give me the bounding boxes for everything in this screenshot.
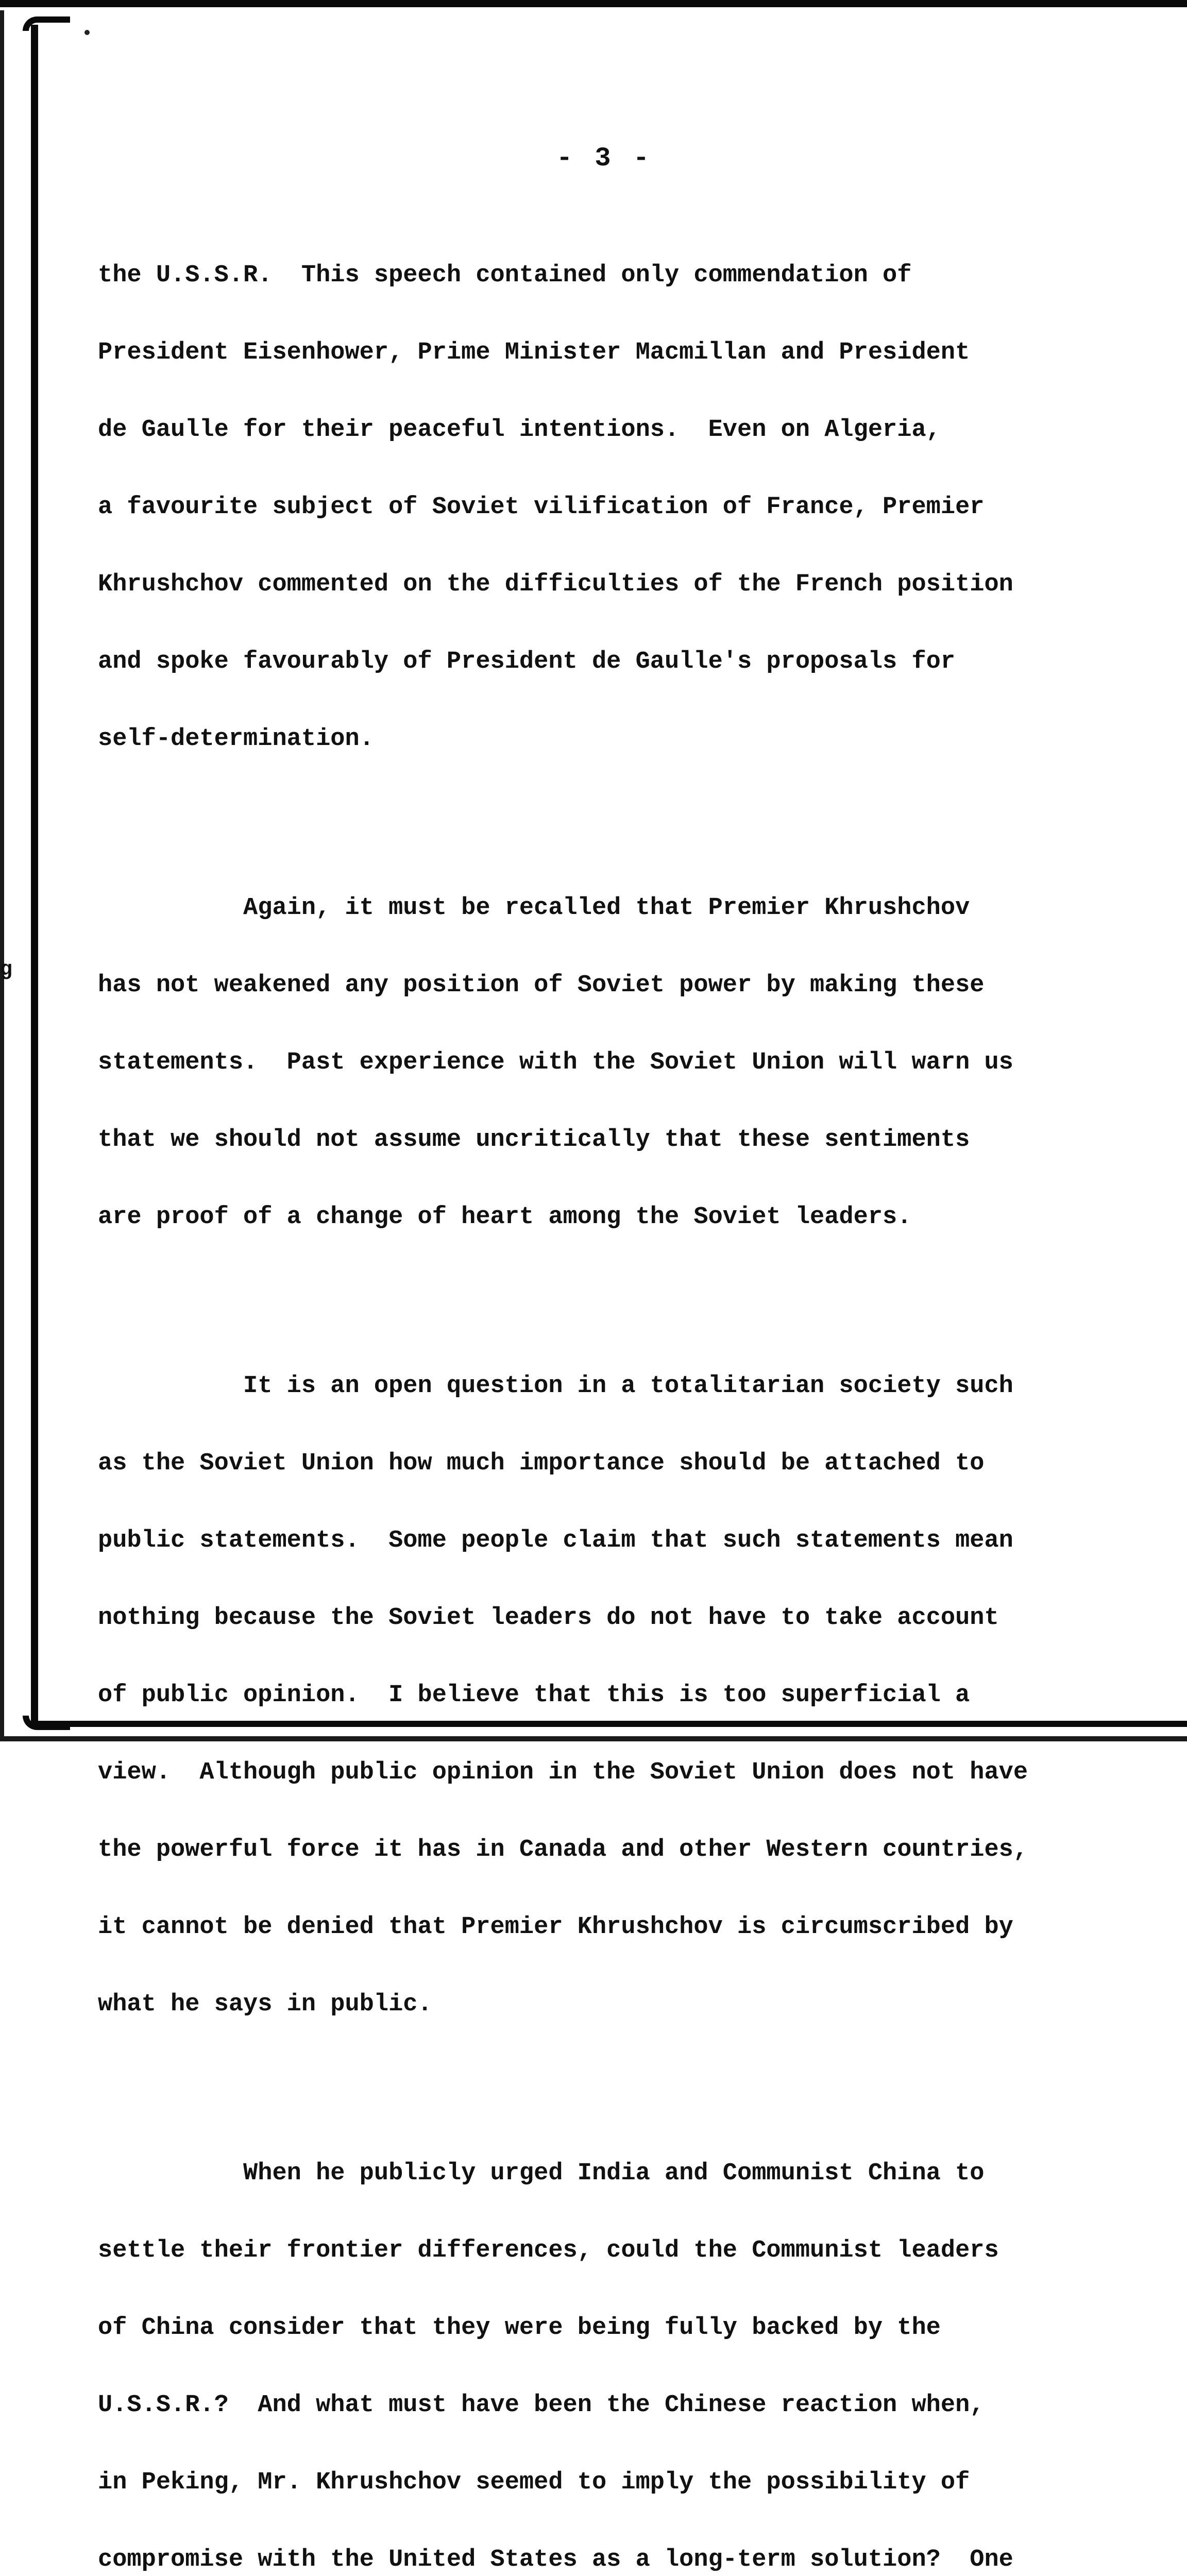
punch-dot (84, 30, 90, 35)
text-line: nothing because the Soviet leaders do not have to take account (98, 1604, 999, 1632)
text-line: When he publicly urged India and Communist China to (98, 2160, 985, 2187)
text-line: the U.S.S.R. This speech contained only commendation of (98, 262, 912, 289)
left-margin-rule (31, 25, 38, 1725)
text-line: Again, it must be recalled that Premier Khrushchov (98, 894, 970, 922)
text-line: self-determination. (98, 725, 374, 753)
text-line: of public opinion. I believe that this is too superficial a (98, 1682, 970, 1709)
text-line: public statements. Some people claim that such statements mean (98, 1527, 1013, 1554)
text-line: U.S.S.R.? And what must have been the Chinese reaction when, (98, 2392, 985, 2419)
top-left-corner-mark (23, 16, 70, 31)
text-line: view. Although public opinion in the Soviet Union does not have (98, 1759, 1028, 1786)
text-line: President Eisenhower, Prime Minister Macmillan and President (98, 339, 970, 366)
text-line: Khrushchov commented on the difficulties of the French position (98, 571, 1013, 598)
left-page-edge (0, 10, 4, 1741)
document-body (98, 211, 1118, 2576)
paragraph-2 (98, 844, 1118, 1282)
text-line: what he says in public. (98, 1991, 432, 2018)
text-line: that we should not assume uncritically that these sentiments (98, 1126, 970, 1154)
paragraph-4 (98, 2109, 1118, 2576)
text-line: settle their frontier differences, could the Communist leaders (98, 2237, 999, 2264)
text-line: of China consider that they were being fully backed by the (98, 2314, 941, 2342)
margin-mark: g (0, 958, 13, 981)
text-line: as the Soviet Union how much importance should be attached to (98, 1450, 985, 1477)
text-line: statements. Past experience with the Soviet Union will warn us (98, 1049, 1013, 1076)
top-border-rule (0, 0, 1187, 7)
text-line: the powerful force it has in Canada and other Western countries, (98, 1836, 1028, 1863)
text-line: it cannot be denied that Premier Khrushchov is circumscribed by (98, 1913, 1013, 1941)
text-line: has not weakened any position of Soviet power by making these (98, 972, 985, 999)
paragraph-3 (98, 1322, 1118, 2069)
text-line: de Gaulle for their peaceful intentions. Even on Algeria, (98, 416, 941, 444)
text-line: compromise with the United States as a long-term solution? One (98, 2546, 1013, 2573)
text-line: and spoke favourably of President de Gaulle's proposals for (98, 648, 956, 675)
text-line: in Peking, Mr. Khrushchov seemed to imply the possibility of (98, 2469, 970, 2496)
paragraph-1 (98, 211, 1118, 804)
text-line: a favourite subject of Soviet vilification of France, Premier (98, 494, 985, 521)
text-line: It is an open question in a totalitarian society such (98, 1372, 1013, 1400)
text-line: are proof of a change of heart among the Soviet leaders. (98, 1204, 912, 1231)
page-number: - 3 - (556, 143, 653, 174)
